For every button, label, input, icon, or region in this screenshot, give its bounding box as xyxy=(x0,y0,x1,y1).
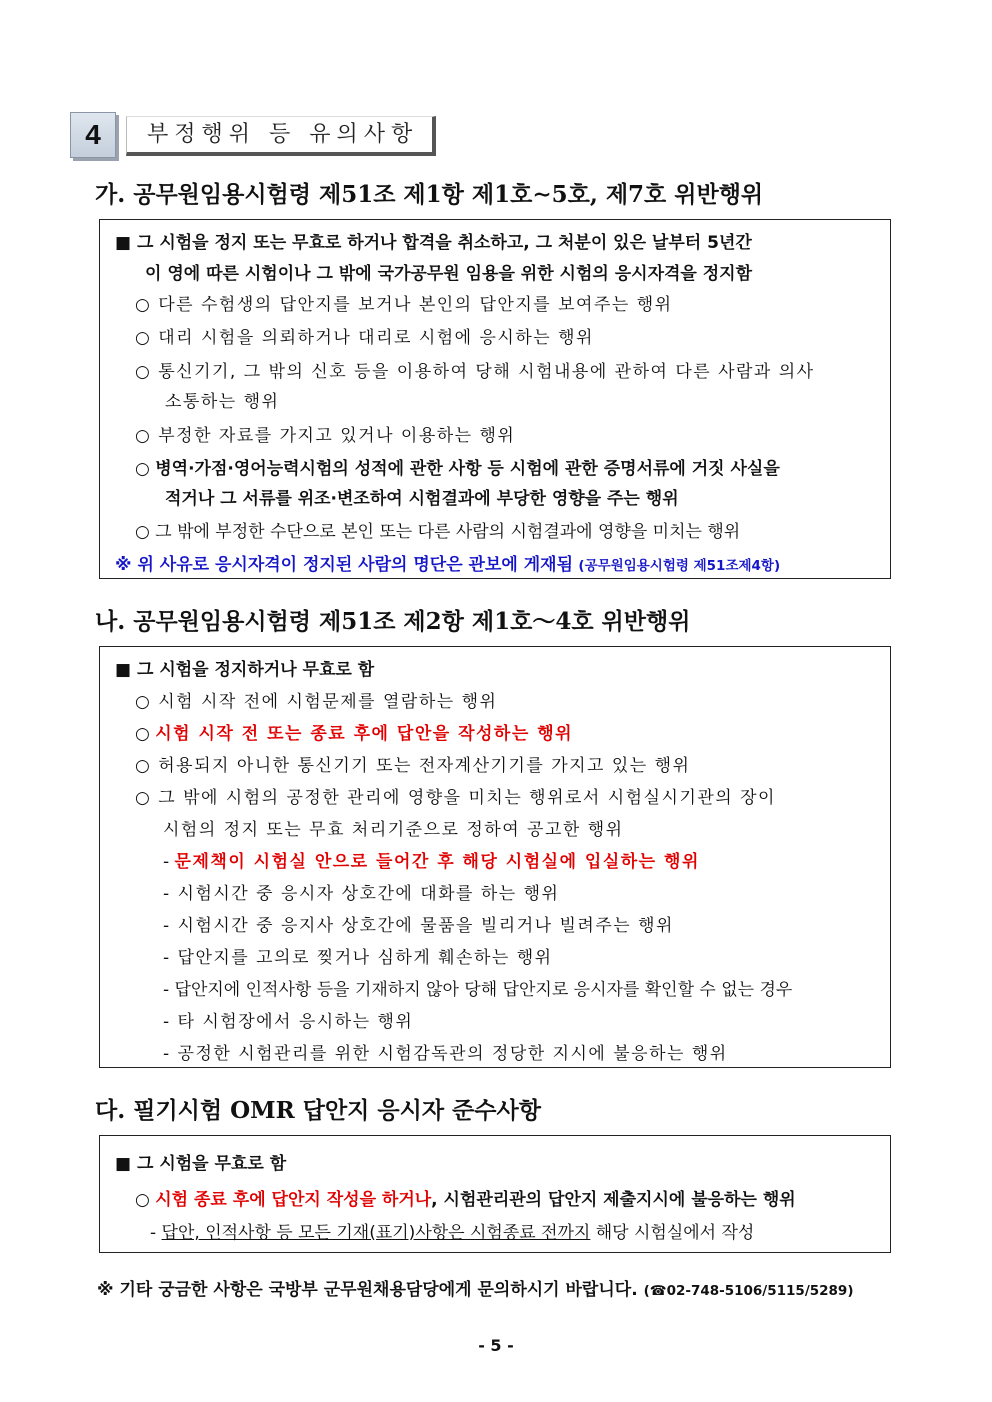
part-a-item-3-line2: 소통하는 행위 xyxy=(165,392,280,412)
part-a-item-2: ○ 대리 시험을 의뢰하거나 대리로 시험에 응시하는 행위 xyxy=(135,328,594,348)
part-a-note xyxy=(115,550,780,575)
part-b-item-4-line2: 시험의 정지 또는 무효 처리기준으로 정하여 공고한 행위 xyxy=(163,820,624,840)
part-c-heading: 다. 필기시험 OMR 답안지 응시자 준수사항 xyxy=(95,1097,541,1124)
section-number-badge: 4 xyxy=(70,112,116,158)
part-c-item-1-rest: , 시험관리관의 답안지 제출지시에 불응하는 행위 xyxy=(431,1190,796,1210)
part-b-sub-2: - 시험시간 중 응시자 상호간에 대화를 하는 행위 xyxy=(163,884,560,904)
part-b-box xyxy=(99,646,891,1068)
part-a-item-5-text: 병역·가점·영어능력시험의 성적에 관한 사항 등 시험에 관한 증명서류에 거짓 사실을 xyxy=(155,459,780,479)
part-a-heading: 가. 공무원임용시험령 제51조 제1항 제1호∼5호, 제7호 위반행위 xyxy=(95,181,764,208)
part-b-sub-1-text: 문제책이 시험실 안으로 들어간 후 해당 시험실에 입실하는 행위 xyxy=(174,852,700,872)
part-c-box xyxy=(99,1135,891,1253)
part-a-item-3-line1: ○ 통신기기, 그 밖의 신호 등을 이용하여 당해 시험내용에 관하여 다른 사람과 의사 xyxy=(135,362,815,382)
footer-phone: (☎02-748-5106/5115/5289) xyxy=(643,1283,854,1299)
part-b-heading: 나. 공무원임용시험령 제51조 제2항 제1호～4호 위반행위 xyxy=(95,608,691,635)
part-c-lead: ■ 그 시험을 무효로 함 xyxy=(115,1154,287,1174)
part-a-box xyxy=(99,219,891,579)
part-b-sub-4: - 답안지를 고의로 찢거나 심하게 훼손하는 행위 xyxy=(163,948,553,968)
part-a-item-5-line2: 적거나 그 서류를 위조·변조하여 시험결과에 부당한 영향을 주는 행위 xyxy=(165,489,679,509)
part-b-sub-7: - 공정한 시험관리를 위한 시험감독관의 정당한 지시에 불응하는 행위 xyxy=(163,1044,728,1064)
part-c-sub-1-dash: - xyxy=(150,1223,157,1243)
part-a-lead-line2: 이 영에 따른 시험이나 그 밖에 국가공무원 임용을 위한 시험의 응시자격을 정지함 xyxy=(145,264,753,284)
footer-note xyxy=(97,1275,854,1300)
page-number: - 5 - xyxy=(478,1336,514,1355)
part-c-sub-1 xyxy=(150,1218,754,1243)
part-b-item-3: ○ 허용되지 아니한 통신기기 또는 전자계산기기를 가지고 있는 행위 xyxy=(135,756,691,776)
part-c-sub-1-underlined: 답안, 인적사항 등 모든 기재(표기)사항은 시험종료 전까지 xyxy=(161,1223,591,1243)
part-a-note-main: ※ 위 사유로 응시자격이 정지된 사람의 명단은 관보에 게재됨 xyxy=(115,555,574,575)
part-b-item-2-bullet: ○ xyxy=(135,724,150,744)
part-a-item-6: ○ 그 밖에 부정한 수단으로 본인 또는 다른 사람의 시험결과에 영향을 미치는 행위 xyxy=(135,522,741,542)
part-b-sub-1-dash: - xyxy=(163,852,170,872)
part-a-item-1: ○ 다른 수험생의 답안지를 보거나 본인의 답안지를 보여주는 행위 xyxy=(135,295,673,315)
part-b-sub-6: - 타 시험장에서 응시하는 행위 xyxy=(163,1012,414,1032)
part-b-item-4-line1: ○ 그 밖에 시험의 공정한 관리에 영향을 미치는 행위로서 시험실시기관의 장이 xyxy=(135,788,776,808)
part-c-item-1 xyxy=(135,1185,796,1210)
part-b-sub-3: - 시험시간 중 응지사 상호간에 물품을 빌리거나 빌려주는 행위 xyxy=(163,916,674,936)
footer-note-text: ※ 기타 궁금한 사항은 국방부 군무원채용담당에게 문의하시기 바랍니다. xyxy=(97,1280,638,1300)
part-c-item-1-bullet: ○ xyxy=(135,1190,150,1210)
part-c-item-1-red: 시험 종료 후에 답안지 작성을 하거나 xyxy=(155,1190,432,1210)
part-a-item-5-line1 xyxy=(135,454,780,479)
part-b-item-1: ○ 시험 시작 전에 시험문제를 열람하는 행위 xyxy=(135,692,498,712)
part-b-sub-5: - 답안지에 인적사항 등을 기재하지 않아 당해 답안지로 응시자를 확인할 수 없는 경우 xyxy=(163,980,793,1000)
part-b-item-2-text: 시험 시작 전 또는 종료 후에 답안을 작성하는 행위 xyxy=(155,724,574,744)
part-c-sub-1-rest: 해당 시험실에서 작성 xyxy=(590,1223,755,1243)
part-a-note-ref: (공무원임용시험령 제51조제4항) xyxy=(578,558,781,574)
part-b-lead: ■ 그 시험을 정지하거나 무효로 함 xyxy=(115,660,375,680)
part-b-sub-1 xyxy=(163,847,700,872)
part-a-item-5-bullet: ○ xyxy=(135,459,150,479)
part-a-item-4: ○ 부정한 자료를 가지고 있거나 이용하는 행위 xyxy=(135,426,516,446)
part-a-lead-line1: ■ 그 시험을 정지 또는 무효로 하거나 합격을 취소하고, 그 처분이 있은 날부터 5년간 xyxy=(115,233,752,253)
part-b-item-2 xyxy=(135,719,573,744)
section-title: 부정행위 등 유의사항 xyxy=(126,116,436,156)
